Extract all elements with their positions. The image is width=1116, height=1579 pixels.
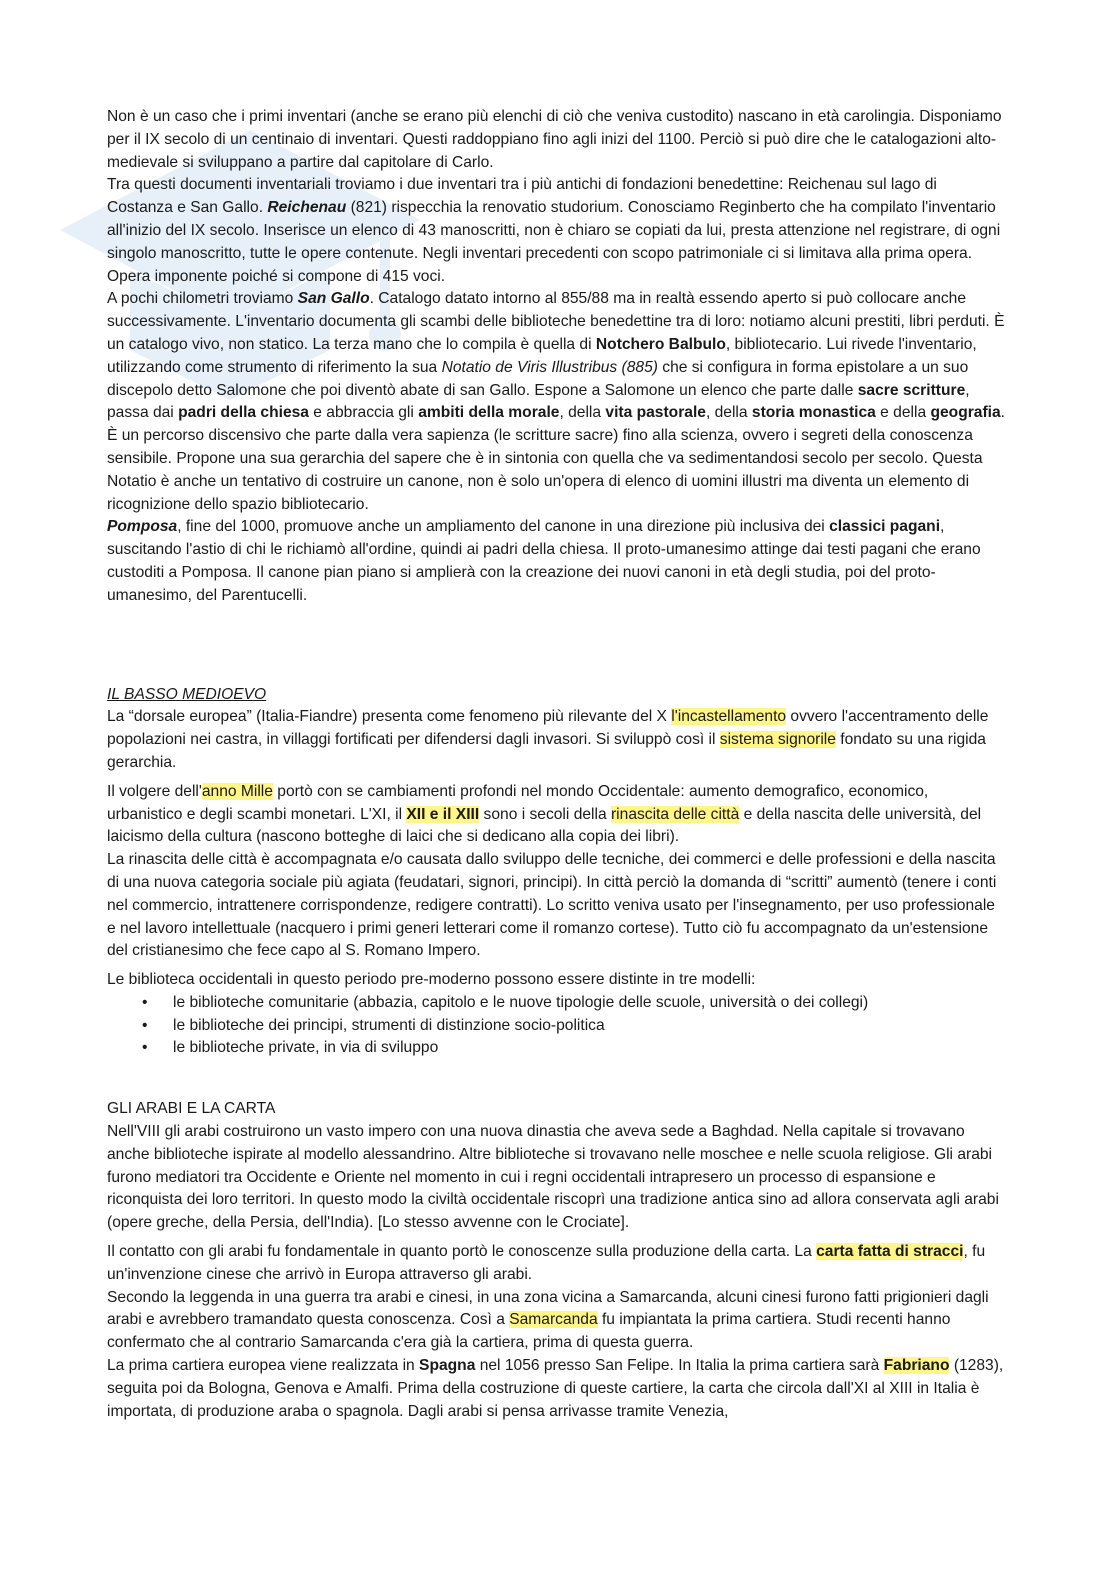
text-run: . Catalogo datato intorno al 855/88 ma in realtà essendo aperto si può collocare anche successivamente. L'inventario documenta gli scambi delle biblioteche benedettine tra di loro: notiamo alcuni prestiti, libri perduti. È un catalogo vivo, non statico. La terza mano che lo compila è quella di: [107, 290, 1005, 353]
text-run: e della: [875, 404, 931, 422]
paragraph: [107, 1355, 1007, 1423]
italic-text: Notatio de Viris Illustribus (885): [441, 358, 658, 376]
text-run: La rinascita delle città è accompagnata e/o causata dallo sviluppo delle tecniche, dei commerci e delle professioni e della nascita di una nuova categoria sociale più agiata (feudatari, signori, principi). In città perciò la domanda di “scritti” aumentò (tenere i conti nel commercio, intrattenere corrispondenze, redigere contratti). Lo scritto veniva usato per l'insegnamento, per uso professionale e nel lavoro intellettuale (nacquero i primi generi letterari come il romanzo cortese). Tutto ciò fu accompagnato da un'estensione del cristianesimo che fece capo al S. Romano Impero.: [107, 851, 997, 960]
text-run: Nell'VIII gli arabi costruirono un vasto impero con una nuova dinastia che aveva sede a Baghdad. Nella capitale si trovavano anche biblioteche ispirate al modello alessandrino. Altre biblioteche si trovavano nelle moschee e nelle scuola religiose. Gli arabi furono mediatori tra Occidente e Oriente nel momento in cui i regni occidentali intrapresero un processo di espansione e riconquista dei loro territori. In questo modo la civiltà occidentale riscoprì una tradizione antica sino ad allora conservata agli arabi (opere greche, della Persia, dell'India). [Lo stesso avvenne con le Crociate].: [107, 1123, 999, 1232]
text-run: e della nascita delle università, del laicismo della cultura (nascono botteghe di laici che si dedicano alla copia dei libri).: [107, 805, 982, 846]
text-run: Il volgere dell': [107, 782, 202, 800]
paragraph: [107, 1241, 1007, 1287]
bold-italic-text: Pomposa: [107, 518, 178, 536]
text-run: . È un percorso discensivo che parte dalla vera sapienza (le scritture sacre) fino alla scienza, ovvero i segreti della conoscenza sensibile. Propone una sua gerarchia del sapere che è in sintonia con quella che va sedimentandosi secolo per secolo. Questa Notatio è anche un tentativo di costruire un canone, non è solo un'opera di elenco di uomini illustri ma diventa un elemento di ricognizione dello spazio bibliotecario.: [107, 404, 1005, 513]
list-item: • le biblioteche private, in via di sviluppo: [173, 1037, 1007, 1060]
library-models-list: [107, 992, 1007, 1060]
bold-text: storia monastica: [751, 404, 876, 422]
text-run: che si configura in forma epistolare a un suo discepolo detto Salomone che poi diventò abate di san Gallo. Espone a Salomone un elenco che parte dalle: [107, 358, 969, 399]
bold-text: vita pastorale: [605, 404, 706, 422]
paragraph: [107, 849, 1007, 963]
paragraph: [107, 781, 1007, 849]
highlighted-bold-text: Fabriano: [883, 1357, 950, 1375]
paragraph: [107, 174, 1007, 288]
bold-text: classici pagani: [829, 518, 941, 536]
text-run: , della: [705, 404, 752, 422]
highlighted-text: sistema signorile: [719, 731, 836, 749]
paragraph: [107, 106, 1007, 174]
bold-text: geografia: [930, 404, 1001, 422]
paragraph: [107, 288, 1007, 516]
section-heading-basso-medioevo: IL BASSO MEDIOEVO: [107, 685, 267, 703]
highlighted-text: l'incastellamento: [671, 708, 787, 726]
text-run: , fu un'invenzione cinese che arrivò in Europa attraverso gli arabi.: [107, 1243, 986, 1283]
text-run: , passa dai: [107, 381, 970, 422]
text-run: sono i secoli della: [479, 805, 611, 823]
text-run: Secondo la leggenda in una guerra tra arabi e cinesi, in una zona vicina a Samarcanda, alcuni cinesi furono fatti prigionieri dagli arabi e avrebbero tramandato questa conoscenza. Così a: [107, 1288, 989, 1329]
text-run: La prima cartiera europea viene realizzata in: [107, 1357, 420, 1375]
list-item: • le biblioteche dei principi, strumenti di distinzione socio-politica: [173, 1015, 1007, 1038]
text-run: Il contatto con gli arabi fu fondamentale in quanto portò le conoscenze sulla produzione della carta. La: [107, 1243, 817, 1261]
text-run: nel 1056 presso San Felipe. In Italia la prima cartiera sarà: [475, 1357, 884, 1375]
document-page: [107, 106, 1007, 1423]
bold-text: padri della chiesa: [178, 404, 309, 422]
text-run: , bibliotecario. Lui rivede l'inventario, utilizzando come strumento di riferimento la sua: [107, 335, 977, 376]
text-run: ovvero l'accentramento delle popolazioni nei castra, in villaggi fortificati per difendersi dagli invasori. Si sviluppò così il: [107, 708, 989, 749]
text-run: portò con se cambiamenti profondi nel mondo Occidentale: aumento demografico, economico, urbanistico e degli scambi monetari. L'XI, il: [107, 782, 929, 823]
paragraph: [107, 1287, 1007, 1355]
paragraph: [107, 706, 1007, 774]
bold-text: Notchero Balbulo: [595, 335, 726, 353]
bold-italic-text: Reichenau: [267, 199, 347, 217]
highlighted-text: anno Mille: [201, 782, 273, 800]
text-run: Non è un caso che i primi inventari (anche se erano più elenchi di ciò che veniva custodito) nascano in età carolingia. Disponiamo per il IX secolo di un centinaio di inventari. Questi raddoppiano fino agli inizi del 1100. Perciò si può dire che le catalogazioni alto-medievale si sviluppano a partire dal capitolare di Carlo.: [107, 108, 1002, 171]
bold-text: Spagna: [419, 1357, 476, 1375]
text-run: (1283), seguita poi da Bologna, Genova e Amalfi. Prima della costruzione di queste cartiere, la carta che circola dall'XI al XIII in Italia è importata, di produzione araba o spagnola. Dagli arabi si pensa arrivasse tramite Venezia,: [107, 1357, 1004, 1420]
text-run: (821) rispecchia la renovatio studorium. Conosciamo Reginberto che ha compilato l'inventario all'inizio del IX secolo. Inserisce un elenco di 43 manoscritti, non è chiaro se copiati da lui, presta attenzione nel registrare, di ogni singolo manoscritto, tutte le opere contenute. Negli inventari precedenti con scopo patrimoniale ci si limitava alla prima opera. Opera imponente poiché si compone di 415 voci.: [107, 199, 1001, 285]
text-run: La “dorsale europea” (Italia-Fiandre) presenta come fenomeno più rilevante del X: [107, 708, 672, 726]
paragraph: [107, 1121, 1007, 1235]
highlighted-text: Samarcanda: [509, 1311, 598, 1329]
text-run: , della: [559, 404, 606, 422]
list-item: • le biblioteche comunitarie (abbazia, capitolo e le nuove tipologie delle scuole, università o dei collegi): [173, 992, 1007, 1015]
highlighted-bold-text: XII e il XIII: [406, 805, 480, 823]
bold-italic-text: San Gallo: [297, 290, 370, 308]
text-run: Le biblioteca occidentali in questo periodo pre-moderno possono essere distinte in tre modelli:: [107, 971, 756, 989]
highlighted-bold-text: carta fatta di stracci: [816, 1243, 964, 1261]
highlighted-text: rinascita delle città: [610, 805, 740, 823]
text-run: fu impiantata la prima cartiera. Studi recenti hanno confermato che al contrario Samarcanda c'era già la cartiera, prima di questa guerra.: [107, 1311, 951, 1352]
text-run: A pochi chilometri troviamo: [107, 290, 298, 308]
text-run: , fine del 1000, promuove anche un ampliamento del canone in una direzione più inclusiva dei: [177, 518, 830, 536]
text-run: e abbraccia gli: [308, 404, 419, 422]
text-run: , suscitando l'astio di chi le richiamò all'ordine, quindi ai padri della chiesa. Il proto-umanesimo attinge dai testi pagani che erano custoditi a Pomposa. Il canone pian piano si amplierà con la creazione dei nuovi canoni in età degli studia, poi del proto-umanesimo, del Parentucelli.: [107, 518, 981, 604]
section-heading-arabi: GLI ARABI E LA CARTA: [107, 1100, 276, 1118]
bold-text: ambiti della morale: [418, 404, 560, 422]
text-run: fondato su una rigida gerarchia.: [107, 731, 986, 771]
text-run: Tra questi documenti inventariali troviamo i due inventari tra i più antichi di fondazioni benedettine: Reichenau sul lago di Costanza e San Gallo.: [107, 176, 937, 217]
bold-text: sacre scritture: [857, 381, 966, 399]
paragraph: [107, 516, 1007, 607]
paragraph: [107, 969, 1007, 992]
